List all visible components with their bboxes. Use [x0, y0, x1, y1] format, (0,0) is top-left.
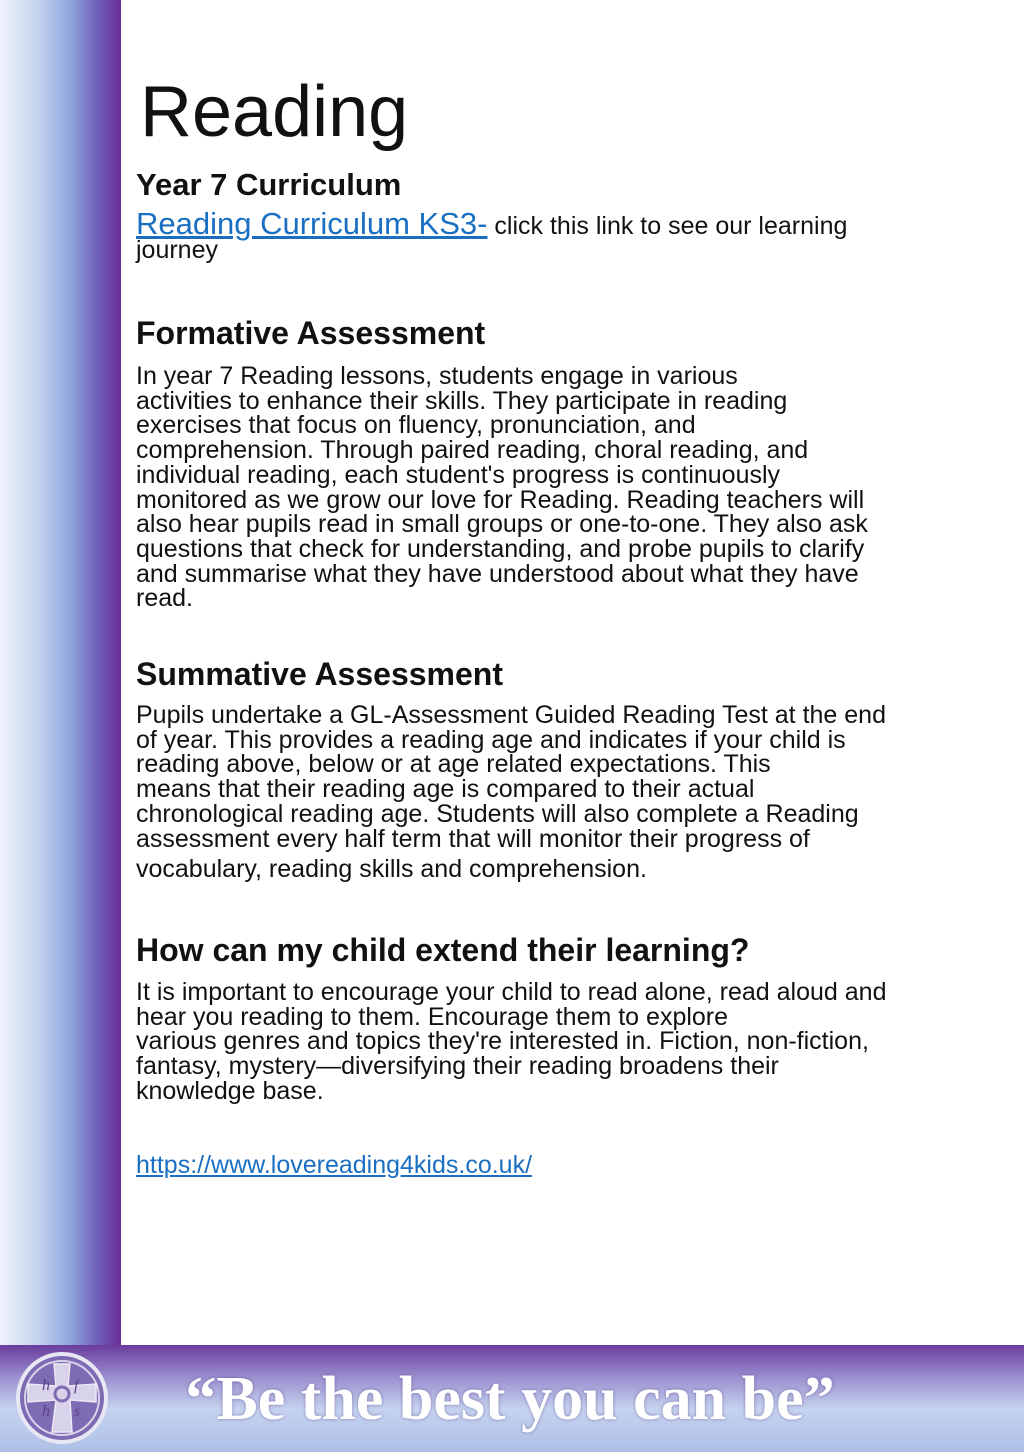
text-line: activities to enhance their skills. They participate in reading [136, 386, 788, 415]
logo-letter: s [74, 1403, 81, 1420]
text-line: assessment every half term that will monitor their progress of [136, 824, 810, 853]
extend-learning-heading: How can my child extend their learning? [136, 932, 750, 968]
text-line: also hear pupils read in small groups or one-to-one. They also ask [136, 510, 868, 539]
text-line: various genres and topics they're interested in. Fiction, non-fiction, [136, 1027, 869, 1056]
text-line: of year. This provides a reading age and indicates if your child is [136, 725, 846, 754]
curriculum-link-description-end: journey [136, 236, 218, 264]
text-line: In year 7 Reading lessons, students engage in various [136, 362, 738, 390]
summative-assessment-text [136, 703, 1016, 882]
logo-letter: f [74, 1377, 79, 1394]
text-line: Pupils undertake a GL-Assessment Guided Reading Test at the end [136, 701, 886, 729]
school-motto: “Be the best you can be” [185, 1365, 835, 1433]
logo-letter: h [42, 1403, 50, 1420]
text-line: exercises that focus on fluency, pronunciation, and [136, 411, 696, 440]
curriculum-link-description: click this link to see our learning [487, 212, 848, 240]
text-line: hear you reading to them. Encourage them to explore [136, 1002, 729, 1031]
text-line: chronological reading age. Students will also complete a Reading [136, 799, 859, 828]
text-line: and summarise what they have understood about what they have [136, 559, 859, 588]
extend-learning-text [136, 980, 1016, 1104]
lovereading4kids-link[interactable]: https://www.lovereading4kids.co.uk/ [136, 1151, 533, 1179]
text-line: questions that check for understanding, and probe pupils to clarify [136, 534, 865, 563]
year-7-curriculum-heading: Year 7 Curriculum [136, 167, 402, 202]
text-line: monitored as we grow our love for Reading. Reading teachers will [136, 485, 865, 514]
text-line: fantasy, mystery—diversifying their reading broadens their [136, 1052, 779, 1081]
reading-curriculum-link[interactable]: Reading Curriculum KS3- [136, 206, 488, 241]
text-line: means that their reading age is compared to their actual [136, 775, 755, 804]
side-decorative-bar [0, 0, 121, 1345]
page-title: Reading [140, 72, 409, 152]
curriculum-link-paragraph [136, 206, 1016, 264]
text-line: reading above, below or at age related expectations. This [136, 750, 771, 779]
school-logo [14, 1350, 110, 1446]
text-line: knowledge base. [136, 1076, 324, 1105]
summative-assessment-heading: Summative Assessment [136, 656, 503, 692]
logo-letter: h [42, 1377, 50, 1394]
text-line: vocabulary, reading skills and comprehension. [136, 855, 647, 884]
text-line: read. [136, 584, 193, 613]
formative-assessment-heading: Formative Assessment [136, 315, 486, 351]
text-line: individual reading, each student's progress is continuously [136, 460, 781, 489]
text-line: It is important to encourage your child to read alone, read aloud and [136, 978, 887, 1006]
formative-assessment-text [136, 364, 1016, 611]
text-line: comprehension. Through paired reading, choral reading, and [136, 436, 809, 465]
